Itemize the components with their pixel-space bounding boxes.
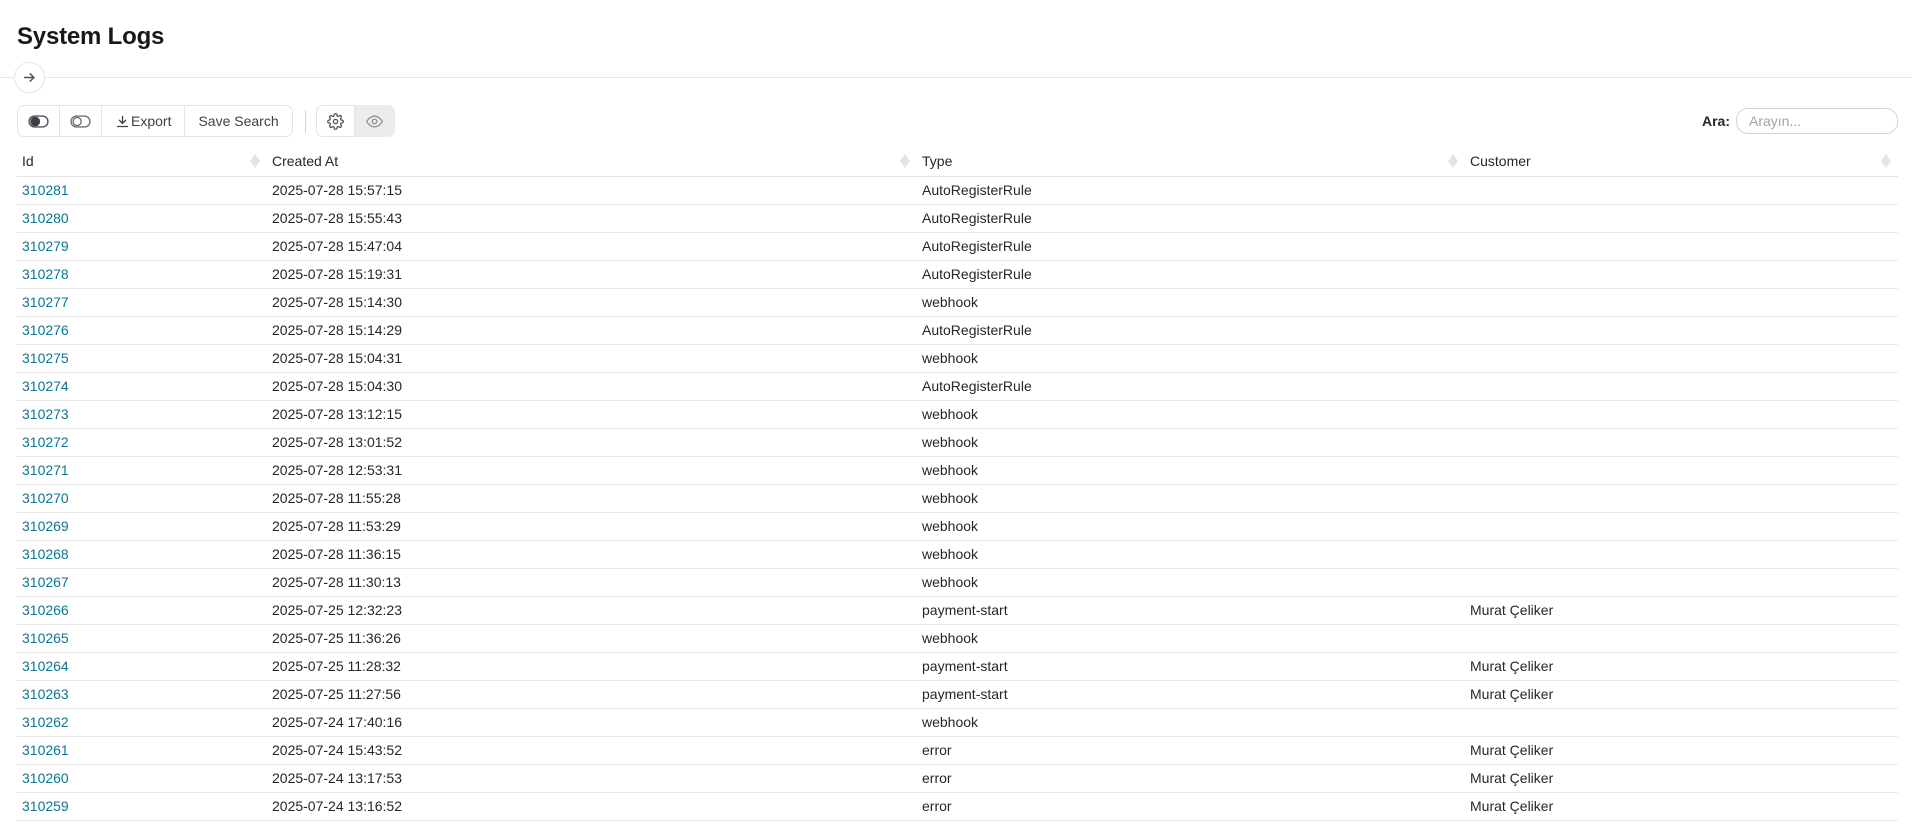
table-row bbox=[17, 288, 1898, 316]
search-input[interactable] bbox=[1736, 108, 1898, 134]
log-type-cell: payment-start bbox=[917, 652, 1465, 680]
log-created-at-cell: 2025-07-24 15:43:52 bbox=[267, 736, 917, 764]
log-created-at-cell: 2025-07-28 11:53:29 bbox=[267, 512, 917, 540]
table-actions-group bbox=[17, 105, 293, 137]
log-id-cell bbox=[17, 624, 267, 652]
log-id-cell bbox=[17, 260, 267, 288]
table-row bbox=[17, 372, 1898, 400]
toggle-on-button[interactable] bbox=[17, 105, 60, 137]
settings-button[interactable] bbox=[316, 105, 355, 137]
log-id-link[interactable]: 310274 bbox=[22, 378, 69, 394]
log-id-link[interactable]: 310277 bbox=[22, 294, 69, 310]
log-id-link[interactable]: 310263 bbox=[22, 686, 69, 702]
log-type-cell: AutoRegisterRule bbox=[917, 204, 1465, 232]
log-created-at-cell: 2025-07-25 11:27:56 bbox=[267, 680, 917, 708]
table-row bbox=[17, 316, 1898, 344]
log-id-link[interactable]: 310259 bbox=[22, 798, 69, 814]
column-header-created-at-label: Created At bbox=[272, 153, 339, 170]
log-customer-cell bbox=[1465, 372, 1898, 400]
log-id-cell bbox=[17, 792, 267, 820]
table-header-row bbox=[17, 147, 1898, 176]
log-customer-cell bbox=[1465, 568, 1898, 596]
log-customer-cell bbox=[1465, 512, 1898, 540]
log-customer-cell: Murat Çeliker bbox=[1465, 652, 1898, 680]
toggle-off-icon bbox=[70, 114, 91, 129]
log-customer-cell bbox=[1465, 176, 1898, 204]
log-id-link[interactable]: 310272 bbox=[22, 434, 69, 450]
log-id-cell bbox=[17, 372, 267, 400]
table-row bbox=[17, 680, 1898, 708]
search-label: Ara: bbox=[1701, 113, 1730, 129]
log-id-link[interactable]: 310275 bbox=[22, 350, 69, 366]
expand-panel-button[interactable] bbox=[14, 62, 45, 93]
log-id-cell bbox=[17, 428, 267, 456]
log-id-cell bbox=[17, 316, 267, 344]
column-header-customer-label: Customer bbox=[1470, 153, 1531, 170]
log-customer-cell bbox=[1465, 540, 1898, 568]
log-type-cell: webhook bbox=[917, 428, 1465, 456]
log-customer-cell bbox=[1465, 400, 1898, 428]
table-row bbox=[17, 484, 1898, 512]
log-id-cell bbox=[17, 596, 267, 624]
table-row bbox=[17, 456, 1898, 484]
log-id-cell bbox=[17, 484, 267, 512]
log-id-link[interactable]: 310260 bbox=[22, 770, 69, 786]
log-type-cell: error bbox=[917, 736, 1465, 764]
table-row bbox=[17, 428, 1898, 456]
sort-icon bbox=[250, 154, 260, 168]
log-type-cell: payment-start bbox=[917, 680, 1465, 708]
export-button-label: Export bbox=[131, 113, 172, 129]
log-id-link[interactable]: 310271 bbox=[22, 462, 69, 478]
table-row bbox=[17, 568, 1898, 596]
table-row bbox=[17, 176, 1898, 204]
log-customer-cell bbox=[1465, 428, 1898, 456]
save-search-button[interactable] bbox=[185, 105, 292, 137]
column-header-customer[interactable] bbox=[1465, 147, 1898, 176]
table-row bbox=[17, 400, 1898, 428]
log-customer-cell bbox=[1465, 484, 1898, 512]
arrow-right-icon bbox=[22, 70, 37, 85]
log-id-link[interactable]: 310262 bbox=[22, 714, 69, 730]
log-id-link[interactable]: 310281 bbox=[22, 182, 69, 198]
log-customer-cell bbox=[1465, 260, 1898, 288]
eye-icon bbox=[365, 113, 384, 130]
log-id-link[interactable]: 310279 bbox=[22, 238, 69, 254]
visibility-button[interactable] bbox=[355, 105, 395, 137]
log-customer-cell bbox=[1465, 344, 1898, 372]
log-created-at-cell: 2025-07-28 13:01:52 bbox=[267, 428, 917, 456]
log-id-cell bbox=[17, 204, 267, 232]
log-created-at-cell: 2025-07-25 11:28:32 bbox=[267, 652, 917, 680]
log-created-at-cell: 2025-07-28 12:53:31 bbox=[267, 456, 917, 484]
column-header-type-label: Type bbox=[922, 153, 953, 170]
column-header-id-label: Id bbox=[22, 153, 34, 170]
log-id-cell bbox=[17, 652, 267, 680]
log-id-link[interactable]: 310268 bbox=[22, 546, 69, 562]
log-type-cell: webhook bbox=[917, 540, 1465, 568]
table-row bbox=[17, 596, 1898, 624]
export-button[interactable] bbox=[102, 105, 185, 137]
log-created-at-cell: 2025-07-28 15:14:30 bbox=[267, 288, 917, 316]
log-id-cell bbox=[17, 568, 267, 596]
log-id-link[interactable]: 310266 bbox=[22, 602, 69, 618]
log-id-link[interactable]: 310270 bbox=[22, 490, 69, 506]
toggle-on-icon bbox=[28, 114, 49, 129]
log-created-at-cell: 2025-07-28 15:04:30 bbox=[267, 372, 917, 400]
sort-icon bbox=[1448, 154, 1458, 168]
log-id-link[interactable]: 310265 bbox=[22, 630, 69, 646]
log-customer-cell bbox=[1465, 204, 1898, 232]
log-created-at-cell: 2025-07-28 11:55:28 bbox=[267, 484, 917, 512]
log-type-cell: webhook bbox=[917, 624, 1465, 652]
column-header-id[interactable] bbox=[17, 147, 267, 176]
table-row bbox=[17, 344, 1898, 372]
view-options-group bbox=[316, 105, 395, 137]
log-id-link[interactable]: 310267 bbox=[22, 574, 69, 590]
log-id-cell bbox=[17, 540, 267, 568]
log-type-cell: webhook bbox=[917, 456, 1465, 484]
log-id-cell bbox=[17, 176, 267, 204]
log-type-cell: webhook bbox=[917, 512, 1465, 540]
log-type-cell: webhook bbox=[917, 568, 1465, 596]
log-created-at-cell: 2025-07-24 13:17:53 bbox=[267, 764, 917, 792]
log-created-at-cell: 2025-07-28 15:14:29 bbox=[267, 316, 917, 344]
log-customer-cell bbox=[1465, 456, 1898, 484]
save-search-button-label: Save Search bbox=[198, 113, 279, 129]
log-id-cell bbox=[17, 344, 267, 372]
table-row bbox=[17, 792, 1898, 820]
log-created-at-cell: 2025-07-25 11:36:26 bbox=[267, 624, 917, 652]
log-id-cell bbox=[17, 512, 267, 540]
log-customer-cell bbox=[1465, 316, 1898, 344]
system-logs-table bbox=[17, 147, 1898, 821]
log-type-cell: AutoRegisterRule bbox=[917, 372, 1465, 400]
table-row bbox=[17, 708, 1898, 736]
log-customer-cell: Murat Çeliker bbox=[1465, 596, 1898, 624]
table-row bbox=[17, 512, 1898, 540]
log-id-cell bbox=[17, 288, 267, 316]
log-id-link[interactable]: 310276 bbox=[22, 322, 69, 338]
log-created-at-cell: 2025-07-28 15:04:31 bbox=[267, 344, 917, 372]
log-type-cell: AutoRegisterRule bbox=[917, 260, 1465, 288]
panel-divider bbox=[0, 77, 1912, 78]
log-type-cell: payment-start bbox=[917, 596, 1465, 624]
log-created-at-cell: 2025-07-24 17:40:16 bbox=[267, 708, 917, 736]
download-icon bbox=[115, 114, 130, 129]
table-row bbox=[17, 624, 1898, 652]
log-customer-cell: Murat Çeliker bbox=[1465, 680, 1898, 708]
log-created-at-cell: 2025-07-28 15:47:04 bbox=[267, 232, 917, 260]
log-created-at-cell: 2025-07-28 11:36:15 bbox=[267, 540, 917, 568]
log-type-cell: error bbox=[917, 764, 1465, 792]
log-id-cell bbox=[17, 736, 267, 764]
log-type-cell: webhook bbox=[917, 708, 1465, 736]
log-id-link[interactable]: 310273 bbox=[22, 406, 69, 422]
search-box bbox=[1702, 108, 1898, 134]
log-id-cell bbox=[17, 764, 267, 792]
sort-icon bbox=[1881, 154, 1891, 168]
log-type-cell: webhook bbox=[917, 288, 1465, 316]
log-type-cell: webhook bbox=[917, 344, 1465, 372]
log-created-at-cell: 2025-07-25 12:32:23 bbox=[267, 596, 917, 624]
log-customer-cell: Murat Çeliker bbox=[1465, 736, 1898, 764]
log-customer-cell: Murat Çeliker bbox=[1465, 792, 1898, 820]
sort-icon bbox=[900, 154, 910, 168]
log-id-cell bbox=[17, 680, 267, 708]
log-id-link[interactable]: 310264 bbox=[22, 658, 69, 674]
log-id-link[interactable]: 310261 bbox=[22, 742, 69, 758]
log-id-link[interactable]: 310269 bbox=[22, 518, 69, 534]
log-id-cell bbox=[17, 400, 267, 428]
log-type-cell: AutoRegisterRule bbox=[917, 176, 1465, 204]
table-row bbox=[17, 260, 1898, 288]
log-type-cell: webhook bbox=[917, 484, 1465, 512]
log-customer-cell bbox=[1465, 624, 1898, 652]
log-created-at-cell: 2025-07-28 15:19:31 bbox=[267, 260, 917, 288]
table-row bbox=[17, 652, 1898, 680]
column-header-created-at[interactable] bbox=[267, 147, 917, 176]
table-row bbox=[17, 232, 1898, 260]
log-id-cell bbox=[17, 708, 267, 736]
log-id-link[interactable]: 310278 bbox=[22, 266, 69, 282]
log-customer-cell bbox=[1465, 708, 1898, 736]
log-created-at-cell: 2025-07-28 11:30:13 bbox=[267, 568, 917, 596]
log-created-at-cell: 2025-07-28 15:55:43 bbox=[267, 204, 917, 232]
log-id-link[interactable]: 310280 bbox=[22, 210, 69, 226]
log-type-cell: AutoRegisterRule bbox=[917, 232, 1465, 260]
page-title: System Logs bbox=[17, 23, 165, 50]
log-id-cell bbox=[17, 232, 267, 260]
toggle-off-button[interactable] bbox=[60, 105, 102, 137]
log-created-at-cell: 2025-07-24 13:16:52 bbox=[267, 792, 917, 820]
log-customer-cell bbox=[1465, 232, 1898, 260]
table-row bbox=[17, 736, 1898, 764]
column-header-type[interactable] bbox=[917, 147, 1465, 176]
log-created-at-cell: 2025-07-28 13:12:15 bbox=[267, 400, 917, 428]
log-type-cell: AutoRegisterRule bbox=[917, 316, 1465, 344]
toolbar-divider bbox=[305, 110, 306, 133]
log-customer-cell bbox=[1465, 288, 1898, 316]
log-type-cell: error bbox=[917, 792, 1465, 820]
log-created-at-cell: 2025-07-28 15:57:15 bbox=[267, 176, 917, 204]
toolbar bbox=[17, 105, 1898, 137]
table-row bbox=[17, 204, 1898, 232]
log-id-cell bbox=[17, 456, 267, 484]
log-type-cell: webhook bbox=[917, 400, 1465, 428]
gear-icon bbox=[327, 113, 344, 130]
table-row bbox=[17, 764, 1898, 792]
table-row bbox=[17, 540, 1898, 568]
log-customer-cell: Murat Çeliker bbox=[1465, 764, 1898, 792]
